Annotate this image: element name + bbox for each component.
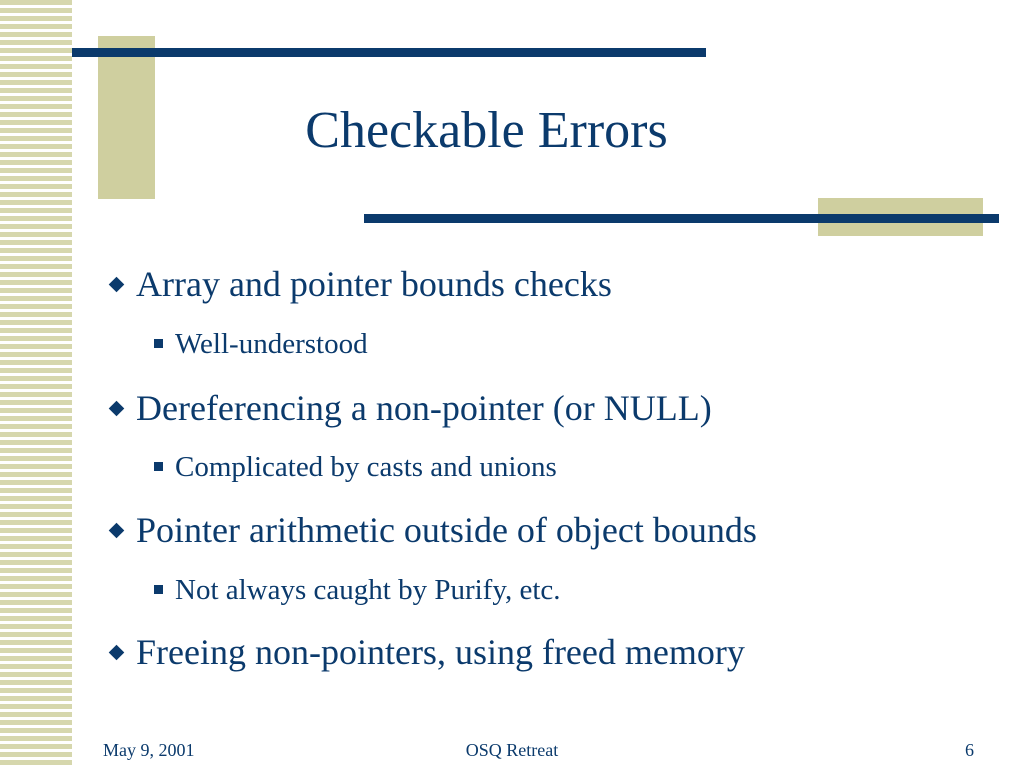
sub-bullet-item	[154, 572, 561, 608]
square-bullet-icon	[154, 585, 163, 594]
bullet-item	[108, 508, 757, 552]
sub-bullet-text: Not always caught by Purify, etc.	[175, 574, 561, 606]
title-rule-bottom	[364, 214, 999, 223]
sub-bullet-item	[154, 326, 368, 362]
diamond-bullet-icon	[109, 401, 125, 417]
diamond-bullet-icon	[109, 277, 125, 293]
sub-bullet-text: Complicated by casts and unions	[175, 451, 557, 483]
footer-event: OSQ Retreat	[465, 740, 559, 760]
slide-title: Checkable Errors	[305, 102, 668, 159]
decorative-tan-block-top	[98, 36, 155, 199]
square-bullet-icon	[154, 339, 163, 348]
square-bullet-icon	[154, 462, 163, 471]
bullet-text: Pointer arithmetic outside of object bounds	[136, 510, 757, 550]
title-rule-top	[72, 48, 706, 57]
bullet-text: Freeing non-pointers, using freed memory	[136, 632, 745, 672]
bullet-item	[108, 262, 612, 306]
bullet-item	[108, 386, 712, 430]
diamond-bullet-icon	[109, 645, 125, 661]
bullet-text: Array and pointer bounds checks	[136, 264, 612, 304]
decorative-stripe-band	[0, 0, 72, 768]
footer-date: May 9, 2001	[103, 740, 195, 760]
diamond-bullet-icon	[109, 523, 125, 539]
page-number: 6	[965, 740, 974, 760]
sub-bullet-item	[154, 449, 557, 485]
bullet-item	[108, 630, 745, 674]
bullet-text: Dereferencing a non-pointer (or NULL)	[136, 388, 712, 428]
sub-bullet-text: Well-understood	[175, 328, 368, 360]
